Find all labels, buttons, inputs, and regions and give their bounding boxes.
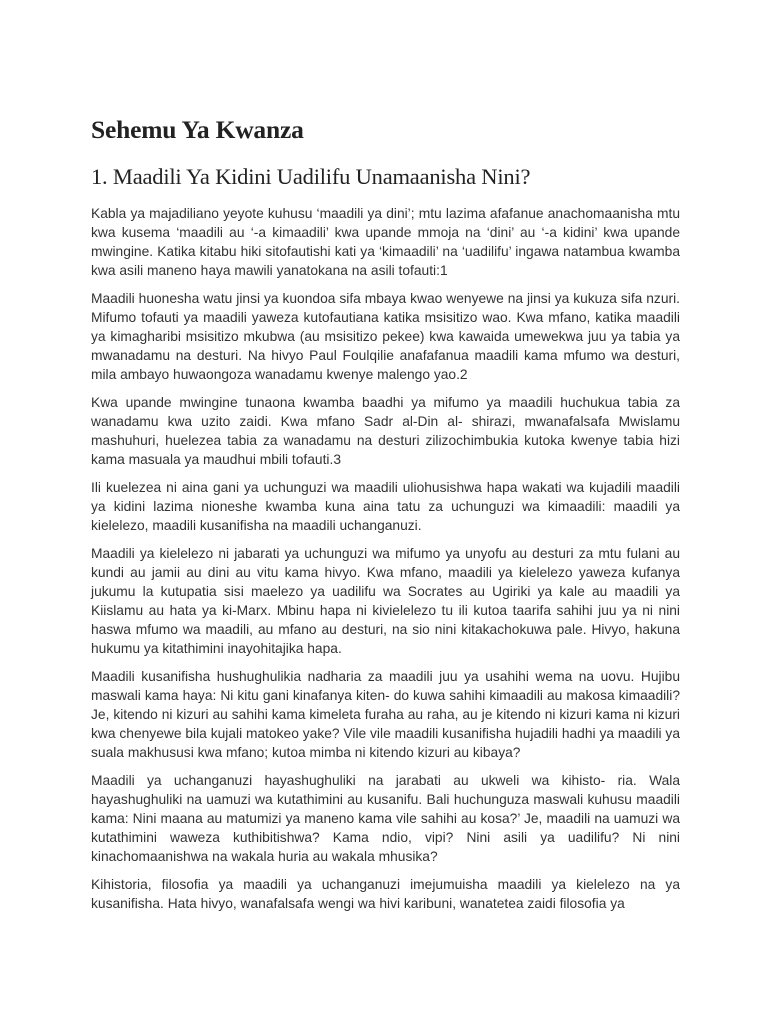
section-heading: Sehemu Ya Kwanza: [91, 115, 304, 144]
paragraph: Ili kuelezea ni aina gani ya uchunguzi wa maadili uliohusishwa hapa wakati wa kujadili maadili ya kidini lazima nioneshe kwamba kuna aina tatu za uchunguzi wa kimaadili: maadili ya kielelezo, maadili kusanifisha na maadili uchanganuzi.: [91, 480, 680, 533]
document-page: [91, 114, 680, 922]
paragraph: Maadili ya uchanganuzi hayashughuliki na jarabati au ukweli wa kihisto- ria. Wala hayashughuliki na uamuzi wa kutathimini au kusanifu. Bali huchunguza maswali kuhusu maadili kama: Nini maana au matumizi ya maneno kama vile sahihi au kosa?’ Je, maadili na uamuzi wa kutathimini waweza kuthibitishwa? Kama ndio, vipi? Nini asili ya uadilifu? Ni nini kinachomaanishwa na wakala huria au wakala mhusika?: [91, 773, 680, 864]
paragraph: Kwa upande mwingine tunaona kwamba baadhi ya mifumo ya maadili huchukua tabia za wanadamu kwa uzito zaidi. Kwa mfano Sadr al-Din al- shirazi, mwanafalsafa Mwislamu mashuhuri, huelezea tabia za wanadamu na desturi zilizochimbukia kutoka kwenye tabia hizi kama masuala ya maudhui mbili tofauti.3: [91, 395, 680, 467]
paragraph: Maadili huonesha watu jinsi ya kuondoa sifa mbaya kwao wenyewe na jinsi ya kukuza sifa nzuri. Mifumo tofauti ya maadili yaweza kutofautiana katika msisitizo wao. Kwa mfano, katika maadili ya kimagharibi msisitizo mkubwa (au msisitizo pekee) kwa kawaida umewekwa juu ya tabia ya mwanadamu na desturi. Na hivyo Paul Foulqilie anafafanua maadili kama mfumo wa desturi, mila ambayo huwaongoza wanadamu kwenye malengo yao.2: [91, 291, 680, 382]
paragraph: Kabla ya majadiliano yeyote kuhusu ‘maadili ya dini’; mtu lazima afafanue anachomaanisha mtu kwa kusema ‘maadili au ‘-a kimaadili’ kwa upande mmoja na ‘dini’ au ‘-a kidini’ kwa upande mwingine. Katika kitabu hiki sitofautishi kati ya ‘kimaadili’ na ‘uadilifu’ ingawa natambua kwamba kwa asili maneno haya mawili yanatokana na asili tofauti:1: [91, 206, 680, 278]
chapter-subheading: 1. Maadili Ya Kidini Uadilifu Unamaanisha Nini?: [91, 164, 531, 189]
paragraph-truncated: Kihistoria, filosofia ya maadili ya uchanganuzi imejumuisha maadili ya kielelezo na ya kusanifisha. Hata hivyo, wanafalsafa wengi wa hivi karibuni, wanatetea zaidi filosofia ya: [91, 877, 680, 911]
paragraph: Maadili kusanifisha hushughulikia nadharia za maadili juu ya usahihi wema na uovu. Hujibu maswali kama haya: Ni kitu gani kinafanya kiten- do kuwa sahihi kimaadili au makosa kimaadili? Je, kitendo ni kizuri au sahihi kama kimeleta furaha au raha, au je kitendo ni kizuri kama ni kizuri kwa chenyewe bila kujali matokeo yake? Vile vile maadili kusanifisha hujadili hadhi ya maadili ya suala makhususi kwa mfano; kutoa mimba ni kitendo kizuri au kibaya?: [91, 669, 680, 760]
paragraph: Maadili ya kielelezo ni jabarati ya uchunguzi wa mifumo ya unyofu au desturi za mtu fulani au kundi au jamii au dini au vitu kama hivyo. Kwa mfano, maadili ya kielelezo yaweza kufanya jukumu la kutupatia sisi maelezo ya uadilifu wa Socrates au Ugiriki ya kale au maadili ya Kiislamu au hata ya ki-Marx. Mbinu hapa ni kivielelezo tu ili kutoa taarifa sahihi juu ya ni nini haswa mfumo wa maadili, au mfano au desturi, na sio nini kitakachokuwa pale. Hivyo, hakuna hukumu ya kitathimini inayohitajika hapa.: [91, 546, 680, 656]
